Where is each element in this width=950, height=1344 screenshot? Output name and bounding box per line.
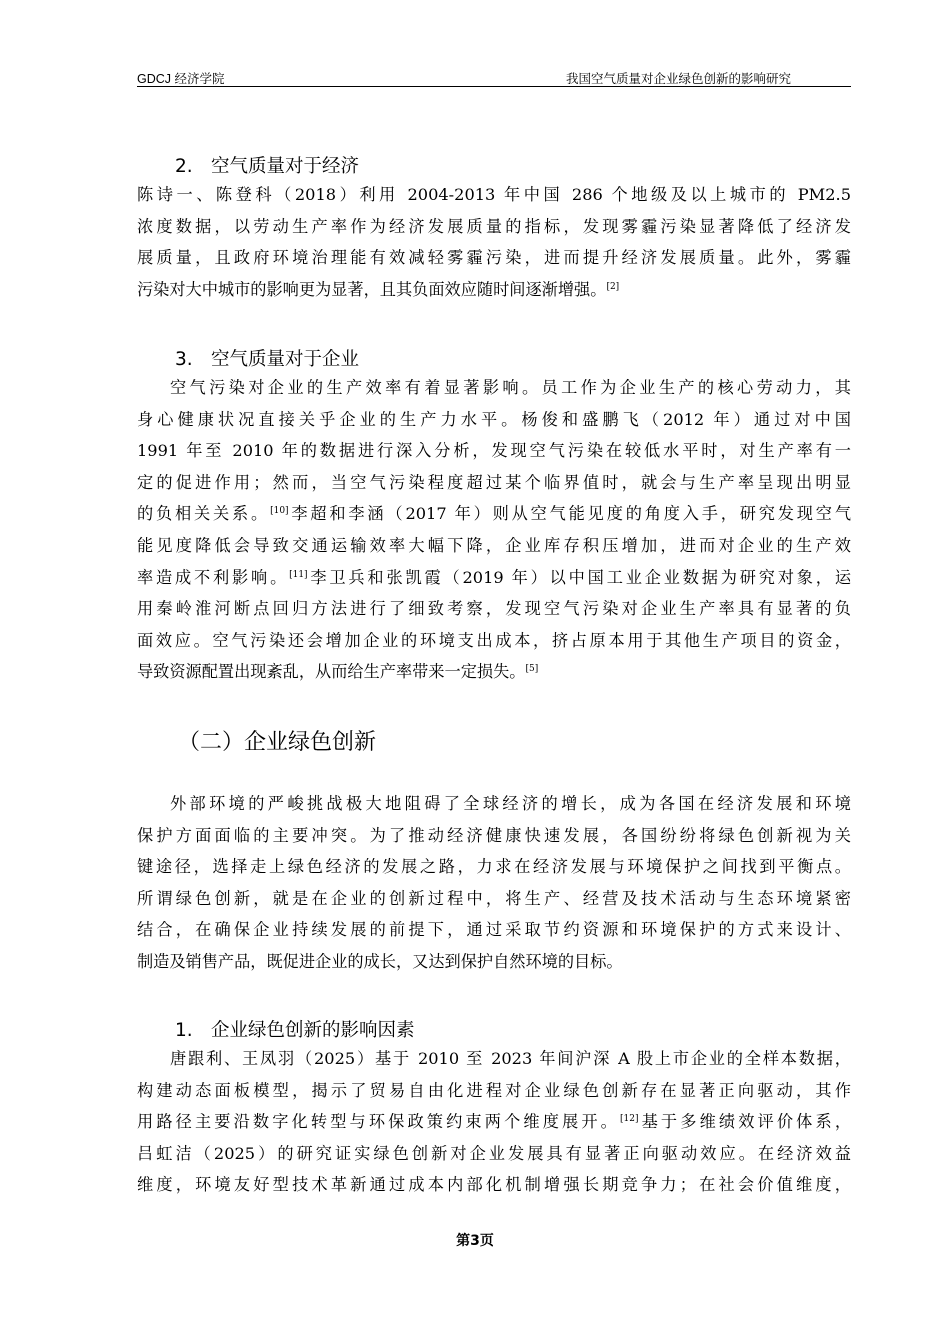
- text-line: 面效应。空气污染还会增加企业的环境支出成本，挤占原本用于其他生产项目的资金，: [137, 630, 851, 650]
- text-segment: 的负相关关系。: [137, 504, 271, 524]
- text-segment: 李卫兵和张凯霞（2019 年）以中国工业企业数据为研究对象，运: [307, 567, 851, 587]
- heading-number: 2.: [175, 156, 193, 177]
- text-line: 所谓绿色创新，就是在企业的创新过程中，将生产、经营及技术活动与生态环境紧密: [137, 888, 851, 908]
- text-line: [137, 656, 851, 688]
- text-segment: 基于多维绩效评价体系，: [638, 1112, 851, 1132]
- text-line: 维度，环境友好型技术革新通过成本内部化机制增强长期竞争力；在社会价值维度，: [137, 1175, 851, 1195]
- text-line: 空气污染对企业的生产效率有着显著影响。员工作为企业生产的核心劳动力，其: [170, 378, 851, 397]
- text-segment: 污染对大中城市的影响更为显著，且其负面效应随时间逐渐增强。: [137, 279, 607, 299]
- heading-text: 企业绿色创新的影响因素: [211, 1020, 415, 1041]
- heading-text: 空气质量对于经济: [211, 156, 360, 177]
- paragraph-green-innovation: [137, 788, 851, 978]
- text-line: [137, 274, 851, 306]
- page-number: 第3页: [456, 1233, 494, 1249]
- text-line: 展质量，且政府环境治理能有效减轻雾霾污染，进而提升经济发展质量。此外，雾霾: [137, 248, 851, 268]
- text-segment: 用路径主要沿数字化转型与环保政策约束两个维度展开。: [137, 1112, 620, 1132]
- heading-air-quality-enterprise: [175, 345, 359, 371]
- citation-ref: [2]: [606, 281, 620, 292]
- heading-green-innovation: （二）企业绿色创新: [178, 730, 377, 755]
- paragraph-air-quality-enterprise: [137, 372, 851, 688]
- text-line: 外部环境的严峻挑战极大地阻碍了全球经济的增长，成为各国在经济发展和环境: [170, 794, 851, 813]
- heading-number: 1.: [175, 1020, 193, 1041]
- heading-influencing-factors: [175, 1016, 415, 1042]
- heading-text: 空气质量对于企业: [211, 349, 360, 370]
- heading-number: 3.: [175, 349, 193, 370]
- text-segment: 导致资源配置出现紊乱，从而给生产率带来一定损失。: [137, 662, 526, 682]
- text-segment: 李超和李涵（2017 年）则从空气能见度的角度入手，研究发现空气: [288, 504, 851, 524]
- paragraph-influencing-factors: [137, 1043, 851, 1201]
- heading-air-quality-economy: [175, 152, 359, 178]
- header-institution: GDCJ 经济学院: [137, 72, 225, 86]
- citation-ref: [10]: [270, 506, 289, 517]
- text-line: 定的促进作用；然而，当空气污染程度超过某个临界值时，就会与生产率呈现出明显: [137, 472, 851, 492]
- paragraph-air-quality-economy: [137, 179, 851, 305]
- citation-ref: [11]: [289, 569, 308, 580]
- text-line: [137, 562, 851, 594]
- page-header: [137, 66, 851, 87]
- header-title: 我国空气质量对企业绿色创新的影响研究: [565, 71, 791, 86]
- text-line: 构建动态面板模型，揭示了贸易自由化进程对企业绿色创新存在显著正向驱动，其作: [137, 1080, 851, 1100]
- text-segment: 率造成不利影响。: [137, 567, 290, 587]
- text-line: 能见度降低会导致交通运输效率大幅下降，企业库存积压增加，进而对企业的生产效: [137, 535, 851, 555]
- text-line: 结合，在确保企业持续发展的前提下，通过采取节约资源和环境保护的方式来设计、: [137, 920, 851, 940]
- text-line: 浓度数据，以劳动生产率作为经济发展质量的指标，发现雾霾污染显著降低了经济发: [137, 216, 851, 236]
- text-line: 制造及销售产品，既促进企业的成长，又达到保护自然环境的目标。: [137, 951, 623, 971]
- citation-ref: [5]: [525, 664, 539, 675]
- text-line: 唐跟利、王凤羽（2025）基于 2010 至 2023 年间沪深 A 股上市企业的全样本数据，: [170, 1049, 851, 1068]
- text-line: [137, 1106, 851, 1138]
- text-line: 陈诗一、陈登科（2018）利用 2004-2013 年中国 286 个地级及以上城市的 PM2.5: [137, 185, 851, 204]
- text-line: 吕虹洁（2025）的研究证实绿色创新对企业发展具有显著正向驱动效应。在经济效益: [137, 1143, 851, 1163]
- citation-ref: [12]: [620, 1114, 639, 1125]
- text-line: 保护方面面临的主要冲突。为了推动经济健康快速发展，各国纷纷将绿色创新视为关: [137, 825, 851, 845]
- text-line: [137, 498, 851, 530]
- text-line: 身心健康状况直接关乎企业的生产力水平。杨俊和盛鹏飞（2012 年）通过对中国: [137, 409, 851, 429]
- text-line: 键途径，选择走上绿色经济的发展之路，力求在经济发展与环境保护之间找到平衡点。: [137, 857, 851, 877]
- text-line: 用秦岭淮河断点回归方法进行了细致考察，发现空气污染对企业生产率具有显著的负: [137, 599, 851, 619]
- text-line: 1991 年至 2010 年的数据进行深入分析，发现空气污染在较低水平时，对生产率有一: [137, 441, 851, 461]
